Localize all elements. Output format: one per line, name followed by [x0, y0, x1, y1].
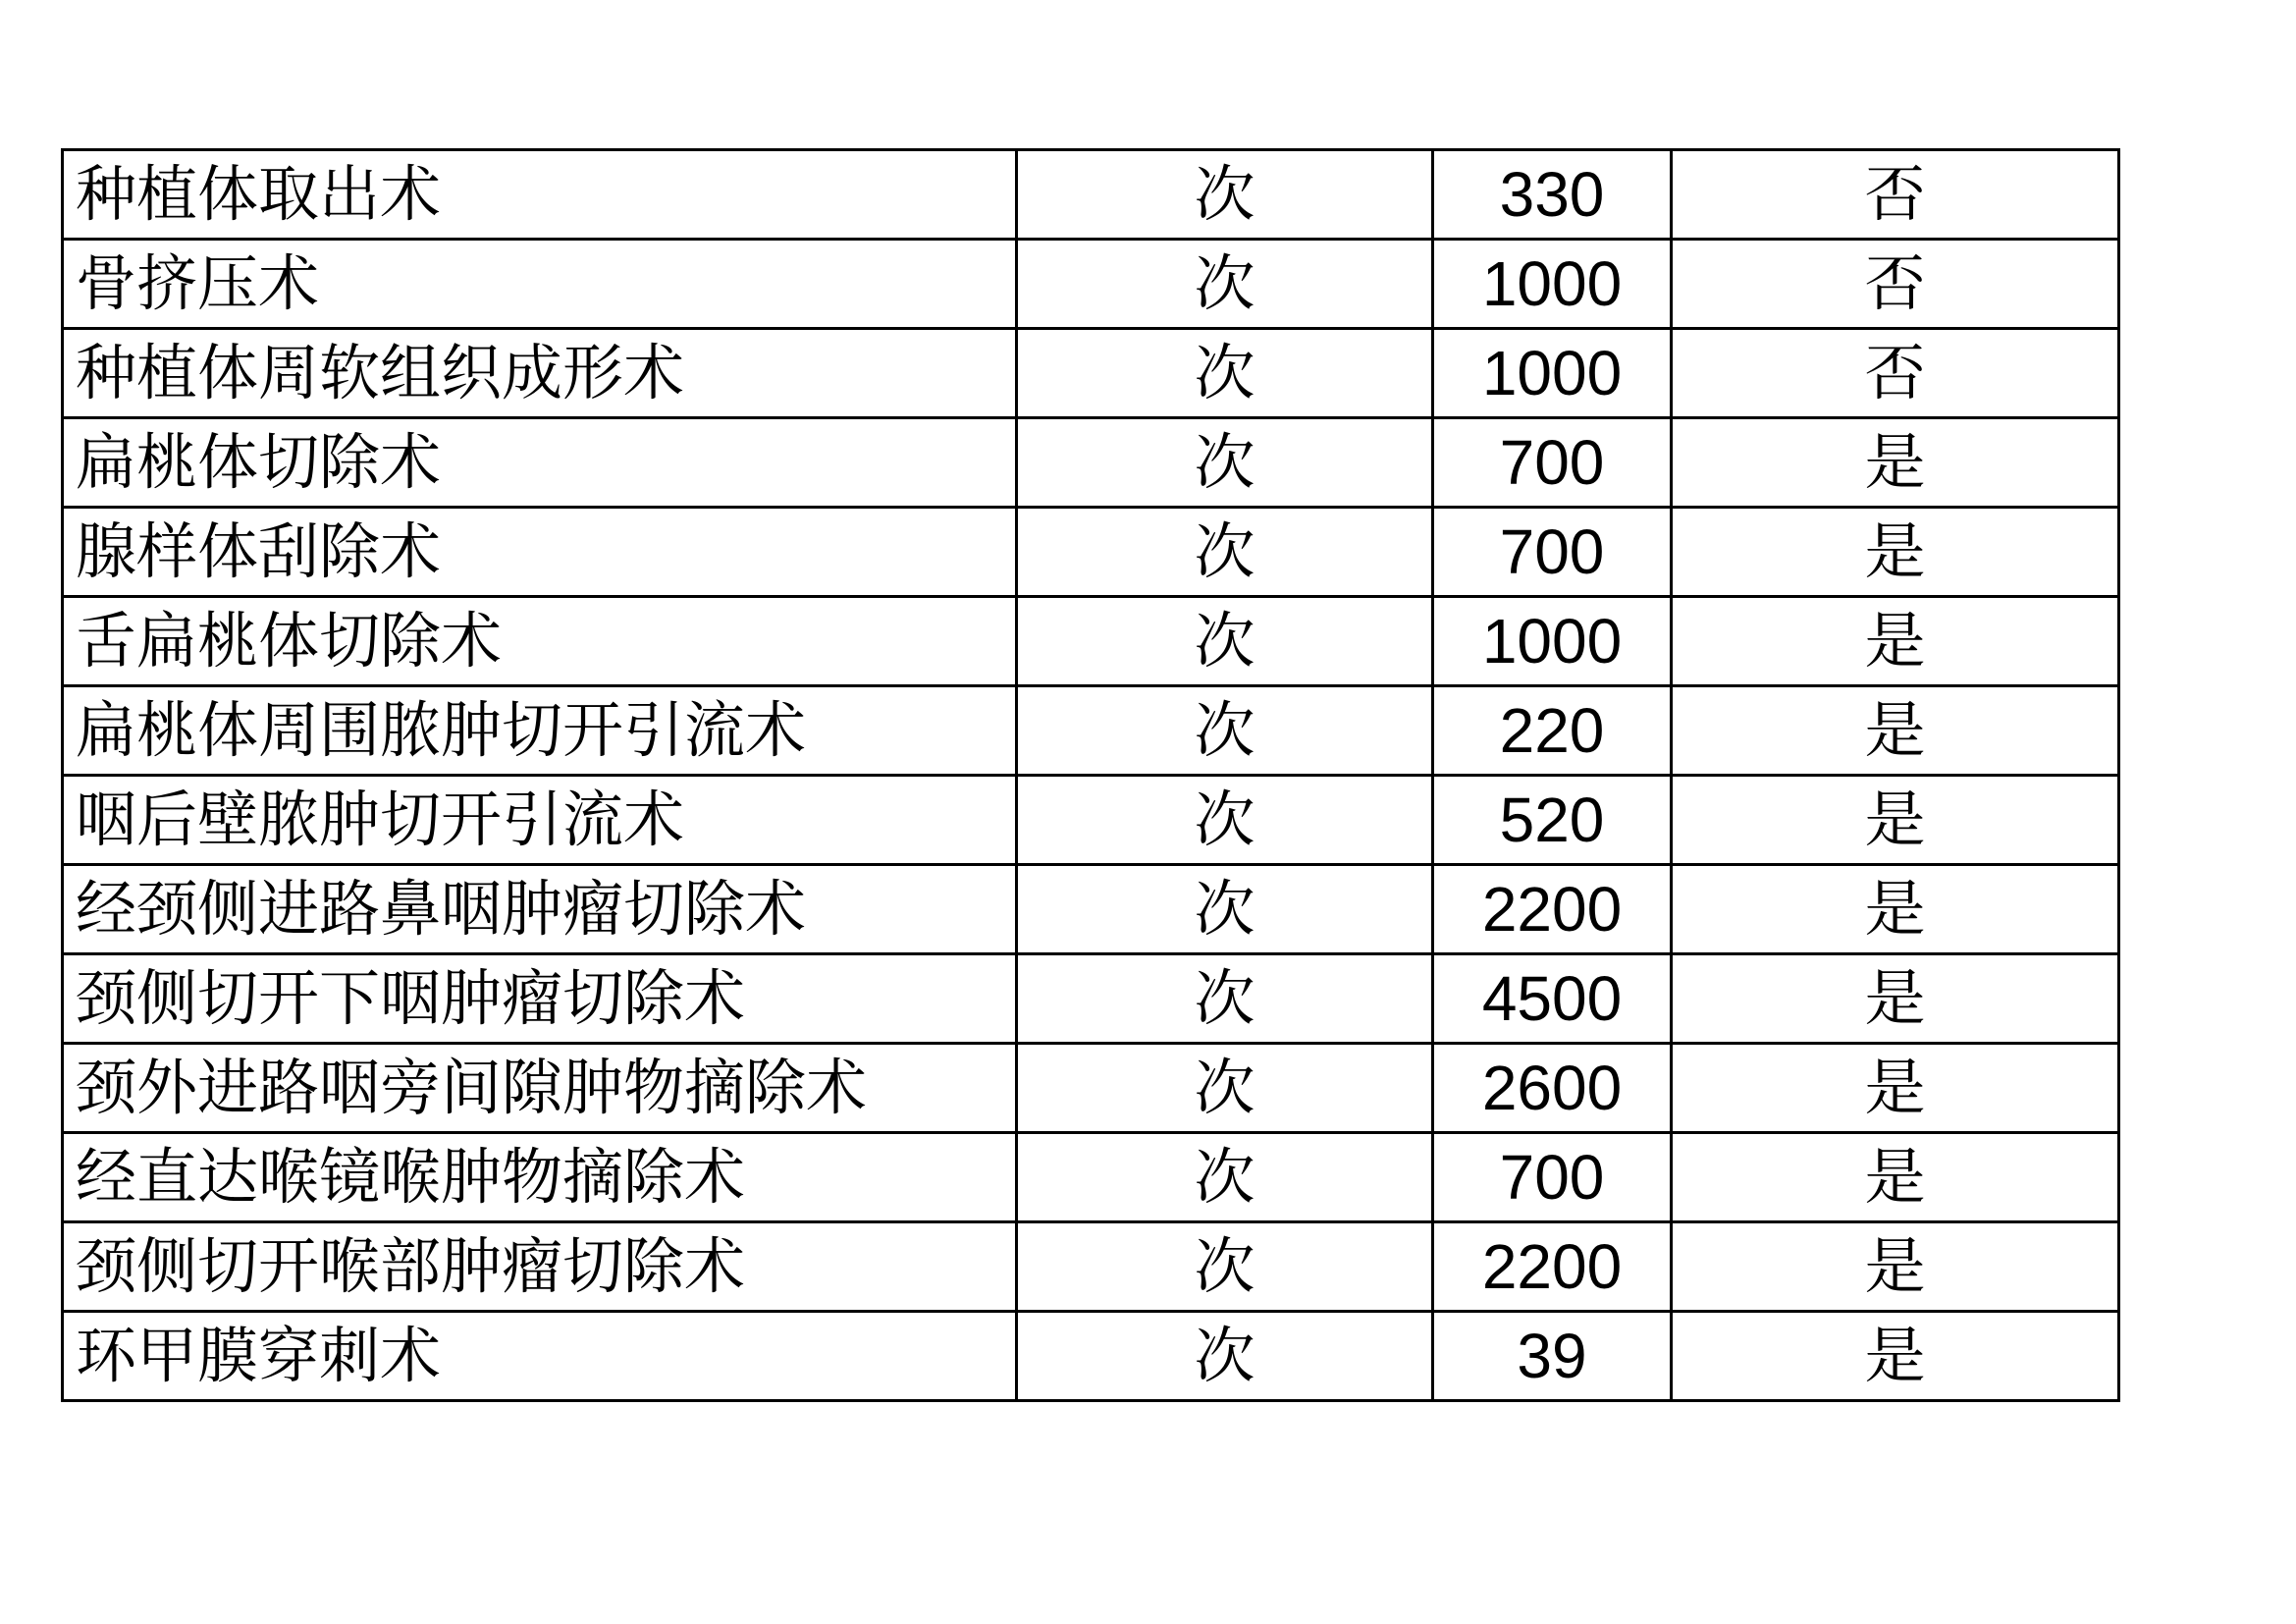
procedure-table [61, 148, 2120, 1402]
price-cell: 220 [1433, 686, 1672, 776]
procedure-name-cell: 咽后壁脓肿切开引流术 [63, 776, 1017, 865]
flag-cell: 否 [1672, 150, 2119, 240]
procedure-name-cell: 环甲膜穿刺术 [63, 1312, 1017, 1401]
procedure-name-cell: 颈外进路咽旁间隙肿物摘除术 [63, 1044, 1017, 1133]
flag-cell: 是 [1672, 1133, 2119, 1222]
flag-cell: 是 [1672, 418, 2119, 508]
price-cell: 2200 [1433, 1222, 1672, 1312]
price-cell: 2200 [1433, 865, 1672, 954]
unit-cell: 次 [1017, 418, 1433, 508]
unit-cell: 次 [1017, 954, 1433, 1044]
price-cell: 1000 [1433, 597, 1672, 686]
table-row [63, 597, 2119, 686]
table-row [63, 865, 2119, 954]
price-cell: 700 [1433, 418, 1672, 508]
price-cell: 39 [1433, 1312, 1672, 1401]
procedure-name-cell: 舌扁桃体切除术 [63, 597, 1017, 686]
table-row [63, 1222, 2119, 1312]
table-row [63, 1044, 2119, 1133]
price-cell: 700 [1433, 1133, 1672, 1222]
price-cell: 700 [1433, 508, 1672, 597]
procedure-name-cell: 腺样体刮除术 [63, 508, 1017, 597]
unit-cell: 次 [1017, 329, 1433, 418]
flag-cell: 是 [1672, 1222, 2119, 1312]
unit-cell: 次 [1017, 508, 1433, 597]
unit-cell: 次 [1017, 240, 1433, 329]
table-row [63, 686, 2119, 776]
procedure-name-cell: 种植体取出术 [63, 150, 1017, 240]
procedure-name-cell: 骨挤压术 [63, 240, 1017, 329]
unit-cell: 次 [1017, 1222, 1433, 1312]
flag-cell: 是 [1672, 508, 2119, 597]
flag-cell: 是 [1672, 686, 2119, 776]
table-row [63, 240, 2119, 329]
flag-cell: 是 [1672, 1044, 2119, 1133]
table-row [63, 776, 2119, 865]
unit-cell: 次 [1017, 776, 1433, 865]
table-row [63, 418, 2119, 508]
flag-cell: 是 [1672, 1312, 2119, 1401]
unit-cell: 次 [1017, 597, 1433, 686]
procedure-name-cell: 经直达喉镜喉肿物摘除术 [63, 1133, 1017, 1222]
table-row [63, 508, 2119, 597]
flag-cell: 否 [1672, 240, 2119, 329]
procedure-table-body [63, 150, 2119, 1401]
table-row [63, 1133, 2119, 1222]
flag-cell: 是 [1672, 954, 2119, 1044]
price-cell: 1000 [1433, 329, 1672, 418]
price-cell: 520 [1433, 776, 1672, 865]
procedure-name-cell: 颈侧切开下咽肿瘤切除术 [63, 954, 1017, 1044]
table-row [63, 954, 2119, 1044]
procedure-name-cell: 颈侧切开喉部肿瘤切除术 [63, 1222, 1017, 1312]
price-cell: 4500 [1433, 954, 1672, 1044]
unit-cell: 次 [1017, 1312, 1433, 1401]
price-cell: 1000 [1433, 240, 1672, 329]
procedure-name-cell: 种植体周软组织成形术 [63, 329, 1017, 418]
flag-cell: 是 [1672, 597, 2119, 686]
flag-cell: 是 [1672, 865, 2119, 954]
procedure-name-cell: 扁桃体切除术 [63, 418, 1017, 508]
price-cell: 2600 [1433, 1044, 1672, 1133]
unit-cell: 次 [1017, 865, 1433, 954]
price-cell: 330 [1433, 150, 1672, 240]
unit-cell: 次 [1017, 1133, 1433, 1222]
unit-cell: 次 [1017, 150, 1433, 240]
table-row [63, 329, 2119, 418]
table-row [63, 1312, 2119, 1401]
procedure-name-cell: 经颈侧进路鼻咽肿瘤切除术 [63, 865, 1017, 954]
procedure-table-container [61, 148, 2120, 1402]
flag-cell: 否 [1672, 329, 2119, 418]
table-row [63, 150, 2119, 240]
procedure-name-cell: 扁桃体周围脓肿切开引流术 [63, 686, 1017, 776]
flag-cell: 是 [1672, 776, 2119, 865]
unit-cell: 次 [1017, 1044, 1433, 1133]
unit-cell: 次 [1017, 686, 1433, 776]
